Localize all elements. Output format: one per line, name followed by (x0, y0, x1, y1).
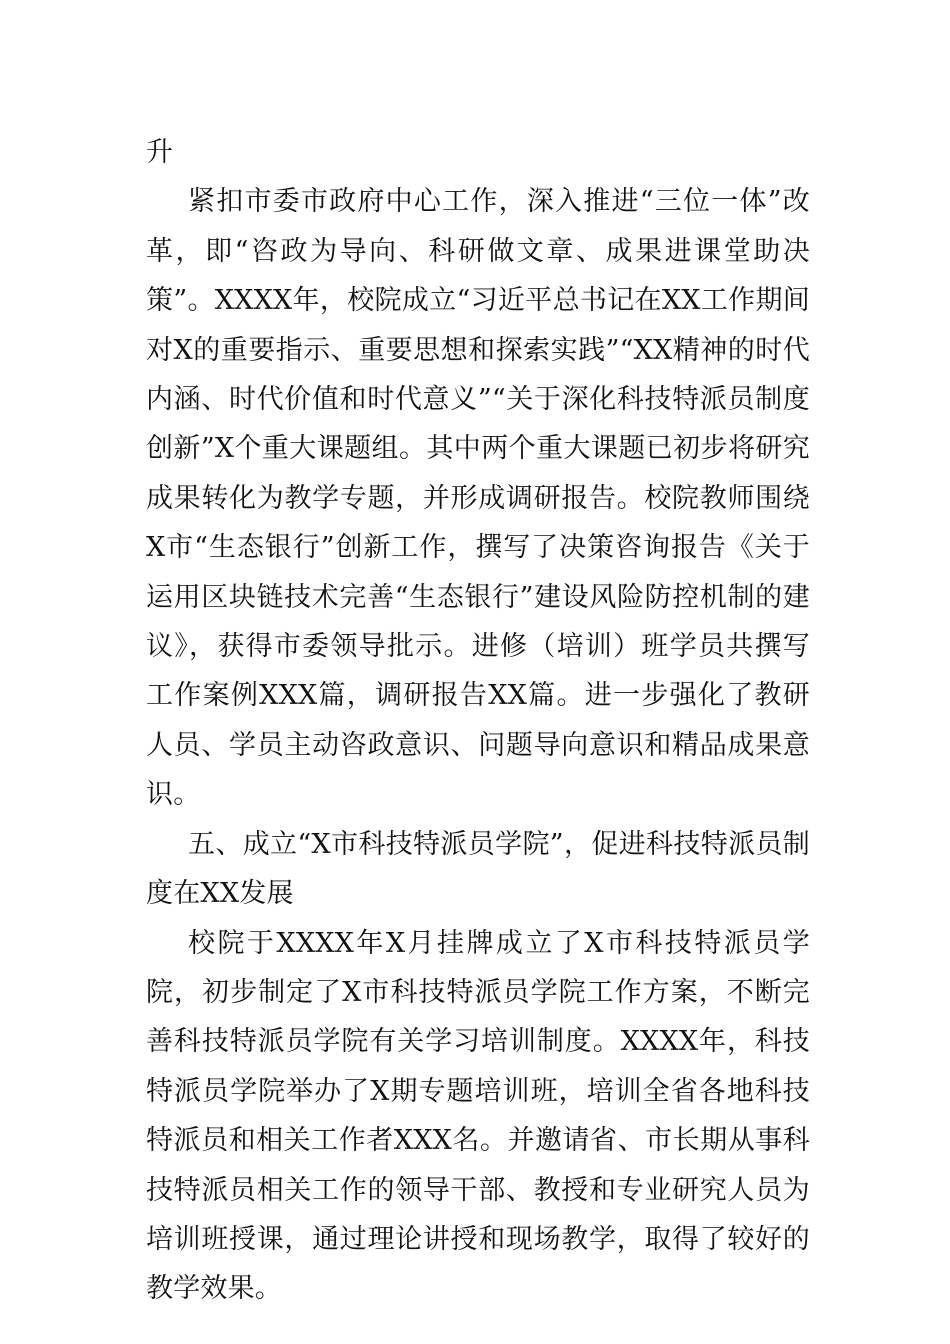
section-heading-five: 五、成立“X市科技特派员学院”，促进科技特派员制度在XX发展 (146, 828, 810, 910)
paragraph-continuation: 升 (146, 137, 174, 168)
paragraph-reform: 紧扣市委市政府中心工作，深入推进“三位一体”改革，即“咨政为导向、科研做文章、成果进课堂助决策”。XXXX年，校院成立“习近平总书记在XX工作期间对X的重要指示、重要思想和探索实践”“XX精神的时代内涵、时代价值和时代意义”“关于深化科技特派员制度创新”X个重大课题组。其中两个重大课题已初步将研究成果转化为教学专题，并形成调研报告。校院教师围绕X市“生态银行”创新工作，撰写了决策咨询报告《关于运用区块链技术完善“生态银行”建设风险防控机制的建议》，获得市委领导批示。进修（培训）班学员共撰写工作案例XXX篇，调研报告XX篇。进一步强化了教研人员、学员主动咨政意识、问题导向意识和精品成果意识。 (146, 186, 810, 811)
paragraph-academy: 校院于XXXX年X月挂牌成立了X市科技特派员学院，初步制定了X市科技特派员学院工作方案，不断完善科技特派员学院有关学习培训制度。XXXX年，科技特派员学院举办了X期专题培训班，培训全省各地科技特派员和相关工作者XXX名。并邀请省、市长期从事科技特派员相关工作的领导干部、教授和专业研究人员为培训班授课，通过理论讲授和现场教学，取得了较好的教学效果。 (146, 927, 810, 1305)
document-body (146, 128, 810, 1314)
